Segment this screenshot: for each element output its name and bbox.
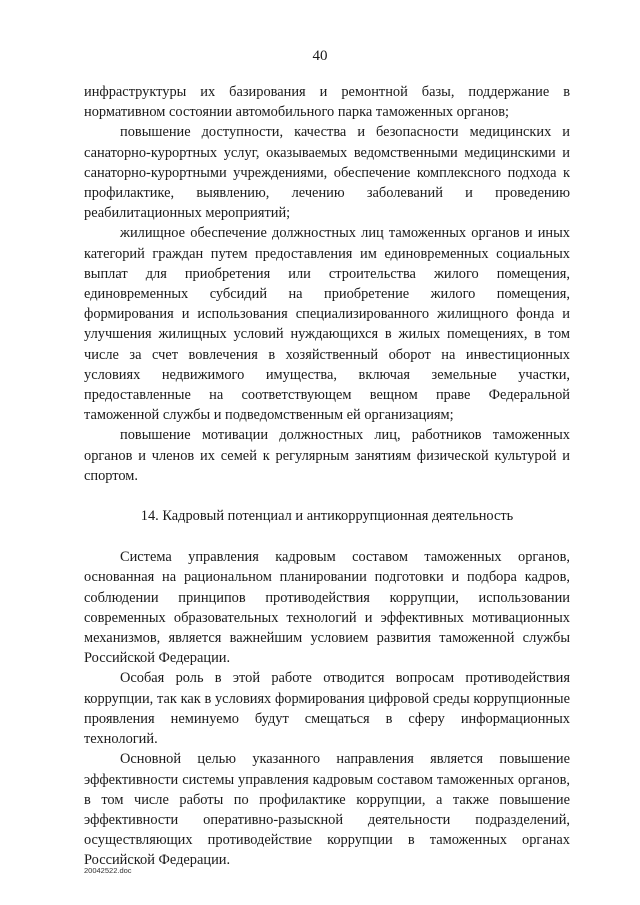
paragraph-hr-system: Система управления кадровым составом таможенных органов, основанная на рациональном планировании подготовки и подбора кадров, соблюдении принципов противодействия коррупции, использовании современных образовательных технологий и эффективных мотивационных механизмов, является важнейшим условием развития таможенной службы Российской Федерации. — [84, 549, 570, 667]
list-item-medical: повышение доступности, качества и безопасности медицинских и санаторно-курортных услуг, оказываемых ведомственными медицинскими и санаторно-курортными учреждениями, обеспечение комплексного подхода к профилактике, выявлению, лечению заболеваний и проведению реабилитационных мероприятий; — [84, 124, 570, 222]
page-number: 40 — [312, 48, 328, 64]
paragraph-anticorruption-role: Особая роль в этой работе отводится вопросам противодействия коррупции, так как в условиях формирования цифровой среды коррупционные проявления неминуемо будут смещаться в сферу информационных технологий. — [84, 670, 570, 748]
section-heading: 14. Кадровый потенциал и антикоррупционная деятельность — [140, 508, 514, 525]
list-item-sport: повышение мотивации должностных лиц, работников таможенных органов и членов их семей к регулярным занятиям физической культурой и спортом. — [84, 427, 570, 484]
list-item-housing: жилищное обеспечение должностных лиц таможенных органов и иных категорий граждан путем предоставления им единовременных социальных выплат для приобретения или строительства жилого помещения, единовременных субсидий на приобретение жилого помещения, формирования и использования специализированного жилищного фонда и улучшения жилищных условий нуждающихся в жилых помещениях, в том числе за счет вовлечения в хозяйственный оборот на инвестиционных условиях недвижимого имущества, включая земельные участки, предоставленные на соответствующем вещном праве Федеральной таможенной службы и подведомственным ей организациям; — [84, 225, 570, 424]
footer-filename: 20042522.doc — [84, 866, 132, 875]
document-body — [84, 82, 570, 871]
list-item-continuation: инфраструктуры их базирования и ремонтной базы, поддержание в нормативном состоянии автомобильного парка таможенных органов; — [84, 84, 570, 121]
paragraph-main-goal: Основной целью указанного направления является повышение эффективности системы управления кадровым составом таможенных органов, в том числе работы по профилактике коррупции, а также повышение эффективности оперативно-разыскной деятельности подразделений, осуществляющих противодействие коррупции в таможенных органах Российской Федерации. — [84, 751, 570, 869]
